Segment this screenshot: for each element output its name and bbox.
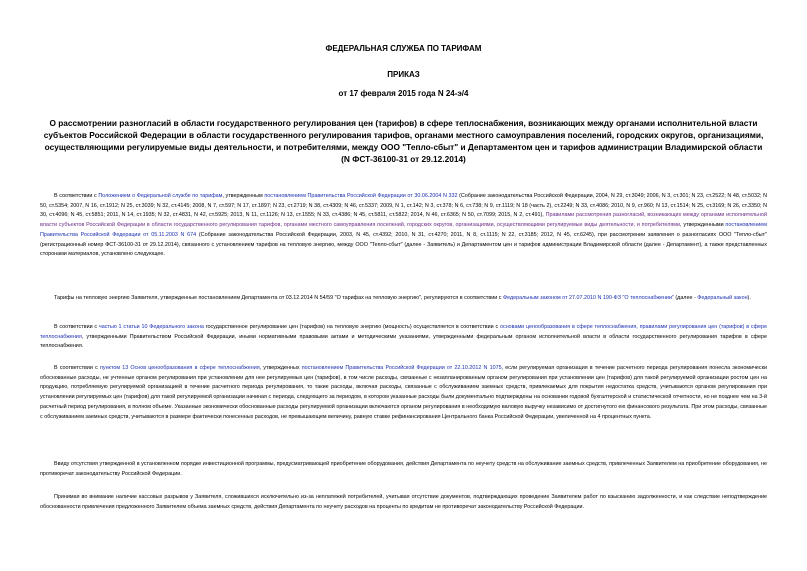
p1-text-5: (Собрание законодательства Российской Федерации, 2003, N 45, ст.4392; 2010, N 31, ст.4270; 2011, N 8, ст.1115; N 22, ст.3185; 2012, N 45, ст.6245), при рассмотрении заявления о разногласиях ООО "Тепло-сбыт" (регистрационный номер ФСТ-36100-31 от 29.12.2014), связанного с установлением тарифов на тепловую энергию, между ООО "Тепло-сбыт" (далее - Заявитель) и Департаментом цен и тарифов администрации Владимирской области (далее - Департамент), а также представленных сторонами материалов, установлено следующее.: [40, 231, 767, 258]
p1-text-4: , утвержденными: [679, 222, 726, 229]
p1-text-2: , утвержденным: [222, 193, 265, 199]
link-federal-law-190[interactable]: Федеральным законом от 27.07.2010 N 190-ФЗ "О теплоснабжении": [502, 295, 674, 301]
p6-text-1: Принимая во внимание наличие кассовых разрывов у Заявителя, сложившихся исключительно из-за неплатежей потребителей, учитывая отсутствие документов, подтверждающих проведение Заявителем работ по взысканию задолженности, и как следствие неподтверждение обоснованности привлечения предложенного Заявителем объема заемных средств, действия Департамента по неучету расходов на проценты по кредитам не противоречат законодательству Российской Федерации.: [40, 494, 767, 510]
p3-text-1: В соответствии с: [54, 324, 99, 330]
link-pricing-basics[interactable]: основами ценообразования в сфере теплоснабжения, правилами регулирования цен (тарифов) в сфере теплоснабжения: [40, 324, 768, 340]
p4-text-2: , утвержденных: [259, 365, 302, 371]
p5-text-1: Ввиду отсутствия утвержденной в установленном порядке инвестиционной программы, предусматривающей приобретение оборудования, действия Департамента по неучету средств на обслуживание заемных средств, привлеченных Заявителем на приобретение оборудования, не противоречат законодательству Российской Федерации.: [40, 461, 767, 477]
p2-text-2: (далее -: [673, 295, 698, 301]
p2-text-1: Тарифы на тепловую энергию Заявителя, утвержденные постановлением Департамента от 03.12.2014 N 54/59 "О тарифах на тепловую энергию", регулируются в соответствии с: [54, 295, 503, 301]
paragraph-3: [40, 323, 767, 352]
link-decree-674[interactable]: постановлением Правительства Российской Федерации от 05.11.2003 N 674: [40, 222, 767, 238]
link-clause-13[interactable]: пунктом 13 Основ ценообразования в сфере теплоснабжения: [99, 365, 260, 371]
document-type: ПРИКАЗ: [387, 70, 420, 79]
agency-title: ФЕДЕРАЛЬНАЯ СЛУЖБА ПО ТАРИФАМ: [325, 44, 482, 53]
p1-text-3: (Собрание законодательства Российской Федерации, 2004, N 29, ст.3049; 2006, N 3, ст.301; N 23, ст.2522; N 48, ст.5032; N 50, ст.5354; 2007, N 16, ст.1912; N 25, ст.3039; N 32, ст.4145; 2008, N 7, ст.597; N 17, ст.1897; N 23, ст.2719; N 38, ст.4309; N 46, ст.5337; 2009, N 1, ст.142; N 3, ст.378; N 6, ст.738; N 9, ст.1119; N 18 (часть 2), ст.2249; N 33, ст.4086; 2010, N 9, ст.960; N 13, ст.1514; N 25, ст.3169; N 26, ст.3350; N 30, ст.4096; N 45, ст.5851; 2011, N 14, ст.1935; N 32, ст.4831, N 42, ст.5925; 2013, N 11, ст.1126; N 13, ст.1555; N 33, ст.4386; N 45, ст.5811, ст.5822; 2014, N 46, ст.6365; N 50, ст.7099; 2015, N 2, ст.491),: [40, 193, 768, 219]
subject-case-number: (N ФСТ-36100-31 от 29.12.2014): [341, 154, 466, 164]
link-federal-law[interactable]: Федеральный закон: [697, 295, 748, 301]
link-fst-regulation[interactable]: Положением о Федеральной службе по тарифам: [98, 193, 223, 199]
paragraph-4: [40, 364, 767, 422]
paragraph-5: [40, 460, 767, 479]
p4-text-1: В соответствии с: [54, 365, 100, 371]
paragraph-1: [40, 192, 767, 260]
p4-text-3: , если регулируемая организация в течение расчетного периода регулирования понесла экономически обоснованные расходы, не учтенные органом регулирования при установлении для нее регулируемых цен (тарифов), в том числе расходы, связанные с незапланированным органом регулирования при установлении цен (тарифов) для такой регулируемой организации ростом цен на продукцию, потребляемую регулируемой организацией в течение расчетного периода регулирования, то такие расходы, включая расходы, связанные с обслуживанием заемных средств, привлекаемых для покрытия недостатка средств, учитываются органом регулирования при установлении регулируемых цен (тарифов) для такой регулируемой организации начиная с периода, следующего за периодом, в котором указанные расходы были документально подтверждены на основании годовой бухгалтерской и статистической отчетности, но не позднее чем на 3-й расчетный период регулирования, в полном объеме. Указанные экономически обоснованные расходы регулируемой организации включаются органом регулирования в необходимую валовую выручку независимо от достигнутого ею финансового результата. При этом расходы, связанные с обслуживанием заемных средств, учитываются в размере фактически понесенных расходов, не превышающем величину, равную ставке рефинансирования Центрального банка Российской Федерации, увеличенной на 4 процентных пункта.: [40, 365, 768, 420]
paragraph-6: [40, 493, 767, 512]
p2-text-3: ).: [747, 295, 751, 301]
subject-text: О рассмотрении разногласий в области государственного регулирования цен (тарифов) в сфере теплоснабжения, возникающих между органами исполнительной власти субъектов Российской Федерации в области государственного регулирования тарифов, органами местного самоуправления поселений, городских округов, организациями, осуществляющими регулируемые виды деятельности, и потребителями, между ООО "Тепло-сбыт" и Департаментом цен и тарифов администрации Владимирской области: [43, 118, 764, 152]
p1-text-1: В соответствии с: [54, 193, 99, 199]
paragraph-2: [40, 294, 767, 304]
p3-text-3: , утвержденными Правительством Российской Федерации, иными нормативными правовыми актами и методическими указаниями, утвержденными федеральным органом исполнительной власти в области государственного регулирования тарифов в сфере теплоснабжения.: [40, 333, 767, 350]
document-date-number: от 17 февраля 2015 года N 24-э/4: [338, 89, 469, 98]
link-dispute-rules[interactable]: Правилами рассмотрения разногласий, возникающих между органами исполнительной власти субъектов Российской Федерации в области государственного регулирования тарифов, органами местного самоуправления поселений, городских округов, организациями, осуществляющими регулируемые виды деятельности, и потребителями: [40, 212, 767, 229]
p3-text-2: государственное регулирование цен (тарифов) на тепловую энергию (мощность) осуществляется в соответствии с: [203, 324, 500, 330]
document-subject: [30, 117, 777, 165]
link-article-10-part-1[interactable]: частью 1 статьи 10 Федерального закона: [98, 324, 204, 330]
link-decree-1075[interactable]: постановлением Правительства Российской Федерации от 22.10.2012 N 1075: [301, 365, 502, 371]
link-decree-332[interactable]: постановлением Правительства Российской Федерации от 30.06.2004 N 332: [264, 193, 458, 199]
